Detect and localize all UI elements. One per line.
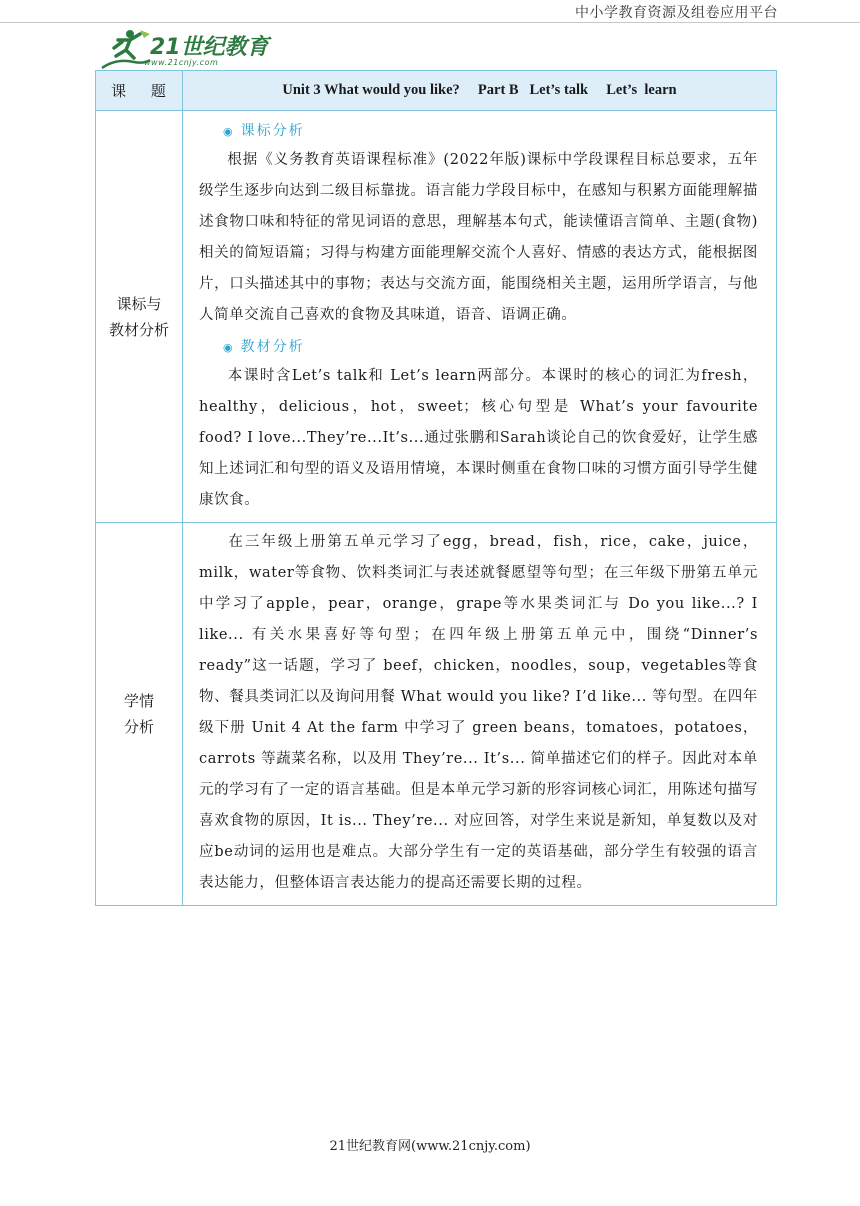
student-label-line2: 分析: [123, 718, 154, 736]
title-row: [96, 71, 777, 111]
platform-name: 中小学教育资源及组卷应用平台: [575, 5, 778, 21]
curriculum-standard-text: 根据《义务教育英语课程标准》(2022年版)课标中学段课程目标总要求，五年级学生逐步向达到二级目标靠拢。语言能力学段目标中，在感知与积累方面能理解描述食物口味和特征的常见词语的意思，理解基本句式，能读懂语言简单、主题(食物)相关的简短语篇；习得与构建方面能理解交流个人喜好、情感的表达方式，能根据图片，口头描述其中的事物；表达与交流方面，能围绕相关主题，运用所学语言，与他人简单交流自己喜欢的食物及其味道，语音、语调正确。: [199, 152, 758, 323]
lesson-analysis-table: [95, 70, 777, 906]
logo-url: www.21cnjy.com: [144, 58, 219, 67]
site-logo[interactable]: [100, 28, 269, 72]
textbook-analysis-title: 教材分析: [240, 339, 305, 355]
page-footer: 21世纪教育网(www.21cnjy.com): [329, 1139, 531, 1154]
curriculum-label-line2: 教材分析: [108, 320, 169, 339]
curriculum-content: [183, 111, 777, 523]
curriculum-row: [96, 111, 777, 523]
student-analysis-content: [183, 523, 777, 906]
student-analysis-text: 在三年级上册第五单元学习了egg，bread，fish，rice，cake，juice，milk，water等食物、饮料类词汇与表述就餐愿望等句型；在三年级下册第五单元中学习了apple，pear，orange，grape等水果类词汇与 Do you like...? I like... 有关水果喜好等句型；在四年级上册第五单元中，围绕“Dinner’s ready”这一话题，学习了 beef，chicken，noodles，soup，vegetables等食物、餐具类词汇以及询问用餐 What would you like? I’d like... 等句型。在四年级下册 Unit 4 At the farm 中学习了 green beans，tomatoes，potatoes，carrots 等蔬菜名称，以及用 They’re... It’s... 简单描述它们的样子。因此对本单元的学习有了一定的语言基础。但是本单元学习新的形容词核心词汇，用陈述句描写喜欢食物的原因，It is... They’re... 对应回答，对学生来说是新知，单复数以及对应be动词的运用也是难点。大部分学生有一定的英语基础，部分学生有较强的语言表达能力，但整体语言表达能力的提高还需要长期的过程。: [199, 534, 758, 891]
lesson-title: Unit 3 What would you like? Part B Let’s talk Let’s learn: [183, 71, 777, 111]
student-label-line1: 学情: [123, 692, 154, 710]
curriculum-label-line1: 课标与: [116, 294, 162, 313]
student-analysis-row: [96, 523, 777, 906]
curriculum-standard-title: 课标分析: [240, 123, 305, 139]
curriculum-label: [96, 111, 183, 523]
curriculum-standard-paragraph: [199, 145, 758, 331]
textbook-analysis-text: 本课时含Let’s talk和 Let’s learn两部分。本课时的核心的词汇为fresh，healthy，delicious，hot，sweet；核心句型是 What’s your favourite food? I love...They’re...It’s...通过张鹏和Sarah谈论自己的饮食爱好，让学生感知上述词汇和句型的语义及语用情境，本课时侧重在食物口味的习惯方面引导学生健康饮食。: [199, 368, 758, 508]
student-analysis-paragraph: [199, 527, 758, 899]
student-analysis-label: [96, 523, 183, 906]
circle-dot-icon: ◉: [223, 125, 233, 138]
header-divider: [0, 22, 860, 23]
topic-label: 课 题: [96, 71, 183, 111]
textbook-analysis-paragraph: [199, 361, 758, 516]
textbook-analysis-heading: [199, 333, 758, 361]
curriculum-standard-heading: [199, 117, 758, 145]
circle-dot-icon: ◉: [223, 341, 233, 354]
logo-text: 21世纪教育: [150, 35, 269, 60]
